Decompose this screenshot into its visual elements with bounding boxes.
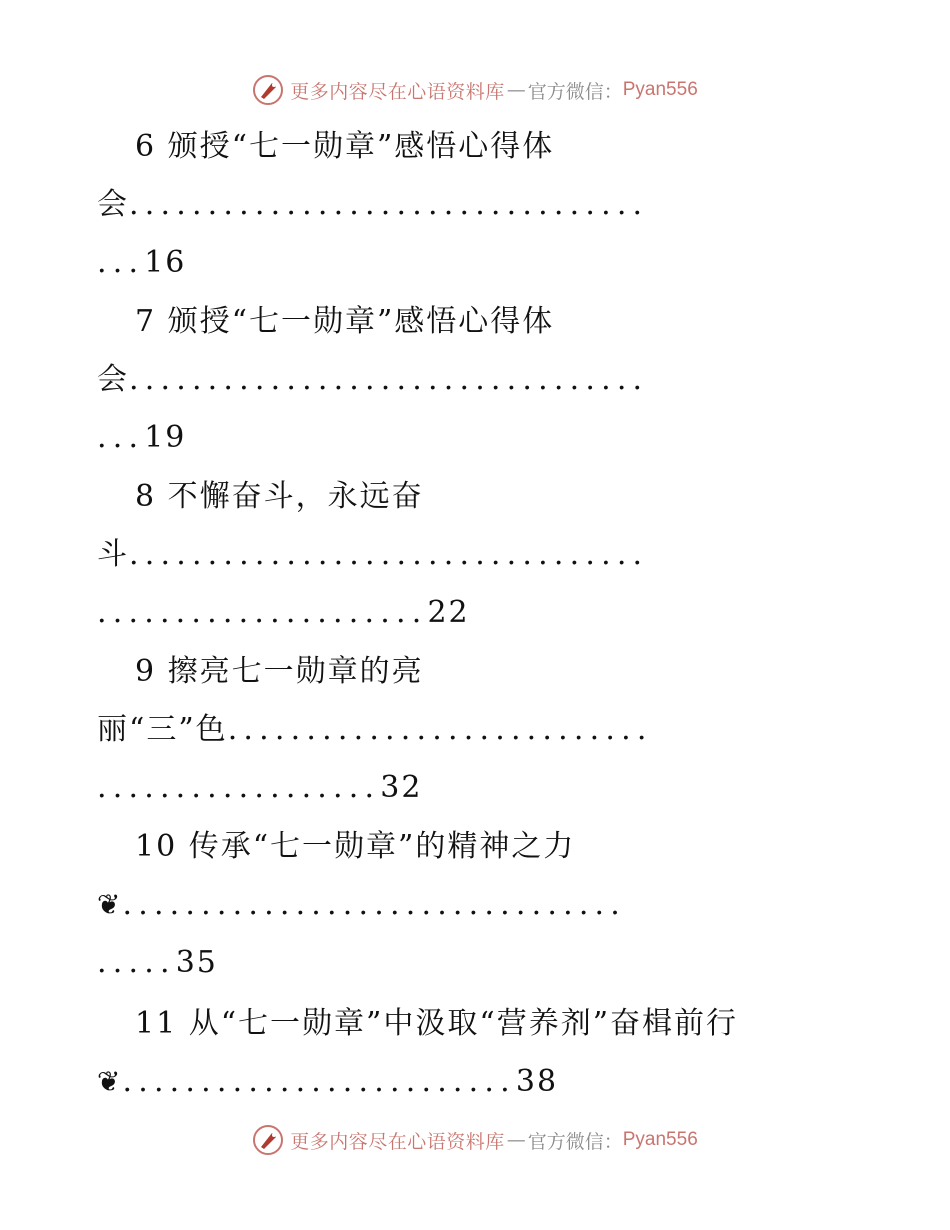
toc-entry-continuation[interactable]: [97, 885, 844, 925]
toc-entry-continuation[interactable]: [97, 185, 844, 225]
dot-leader: ..................: [97, 770, 381, 805]
floral-ornament-icon: ❦: [97, 1065, 123, 1098]
dot-leader: ...: [97, 245, 145, 280]
dot-leader: ...: [97, 420, 145, 455]
toc-entry-page-line[interactable]: [97, 1062, 844, 1102]
header-banner: [0, 70, 950, 110]
banner-prefix: 更多内容尽在心语资料库: [290, 80, 505, 103]
pen-logo-icon: [252, 1124, 284, 1156]
toc-entry-page-line[interactable]: [97, 943, 844, 983]
toc-entry-page-line[interactable]: [97, 593, 844, 633]
toc-entry-page: 22: [427, 595, 470, 630]
dot-leader: ...........................: [227, 712, 653, 747]
toc-entry-continuation[interactable]: [97, 710, 844, 750]
banner-dash: —: [506, 1129, 526, 1151]
toc-entry-title[interactable]: 6 颁授“七一勋章”感悟心得体: [135, 129, 555, 164]
toc-entry-title[interactable]: 8 不懈奋斗，永远奋: [135, 479, 424, 514]
banner-dash: —: [506, 79, 526, 101]
footer-banner: [0, 1120, 950, 1160]
toc-entry-title[interactable]: 11 从“七一勋章”中汲取“营养剂”奋楫前行: [135, 1006, 739, 1041]
toc-entry-continuation[interactable]: [97, 535, 844, 575]
toc-entry-cont-text: 斗: [97, 537, 129, 572]
dot-leader: .....................: [97, 595, 428, 630]
banner-wechat-label: 官方微信：: [527, 1130, 623, 1153]
dot-leader: .....: [97, 945, 176, 980]
toc-entry-title[interactable]: 9 擦亮七一勋章的亮: [135, 654, 424, 689]
toc-entry-cont-text: 会: [97, 187, 129, 222]
banner-prefix: 更多内容尽在心语资料库: [290, 1130, 505, 1153]
dot-leader: .................................: [129, 187, 649, 222]
toc-entry-page-line[interactable]: [97, 768, 844, 808]
pen-logo-icon: [252, 74, 284, 106]
dot-leader: ................................: [122, 887, 627, 922]
toc-entry-page-line[interactable]: [97, 243, 844, 283]
dot-leader: .........................: [122, 1064, 516, 1099]
toc-entry-page: 38: [515, 1064, 559, 1099]
banner-wechat-id: Pyan556: [622, 79, 698, 100]
dot-leader: .................................: [129, 537, 649, 572]
toc-entry-continuation[interactable]: [97, 360, 844, 400]
toc-entry-cont-text: 会: [97, 362, 129, 397]
toc-entry-page: 19: [144, 420, 187, 455]
toc-entry-page-line[interactable]: [97, 418, 844, 458]
floral-ornament-icon: ❦: [97, 888, 123, 921]
toc-entry-page: 32: [380, 770, 423, 805]
banner-wechat-label: 官方微信：: [527, 80, 623, 103]
toc-entry-page: 35: [175, 945, 218, 980]
toc-entry-page: 16: [144, 245, 187, 280]
dot-leader: .................................: [129, 362, 649, 397]
toc-entry-title[interactable]: 10 传承“七一勋章”的精神之力: [135, 829, 576, 864]
toc-entry-title[interactable]: 7 颁授“七一勋章”感悟心得体: [135, 304, 555, 339]
toc-entry-cont-text: 丽“三”色: [97, 712, 228, 747]
banner-wechat-id: Pyan556: [622, 1129, 698, 1150]
